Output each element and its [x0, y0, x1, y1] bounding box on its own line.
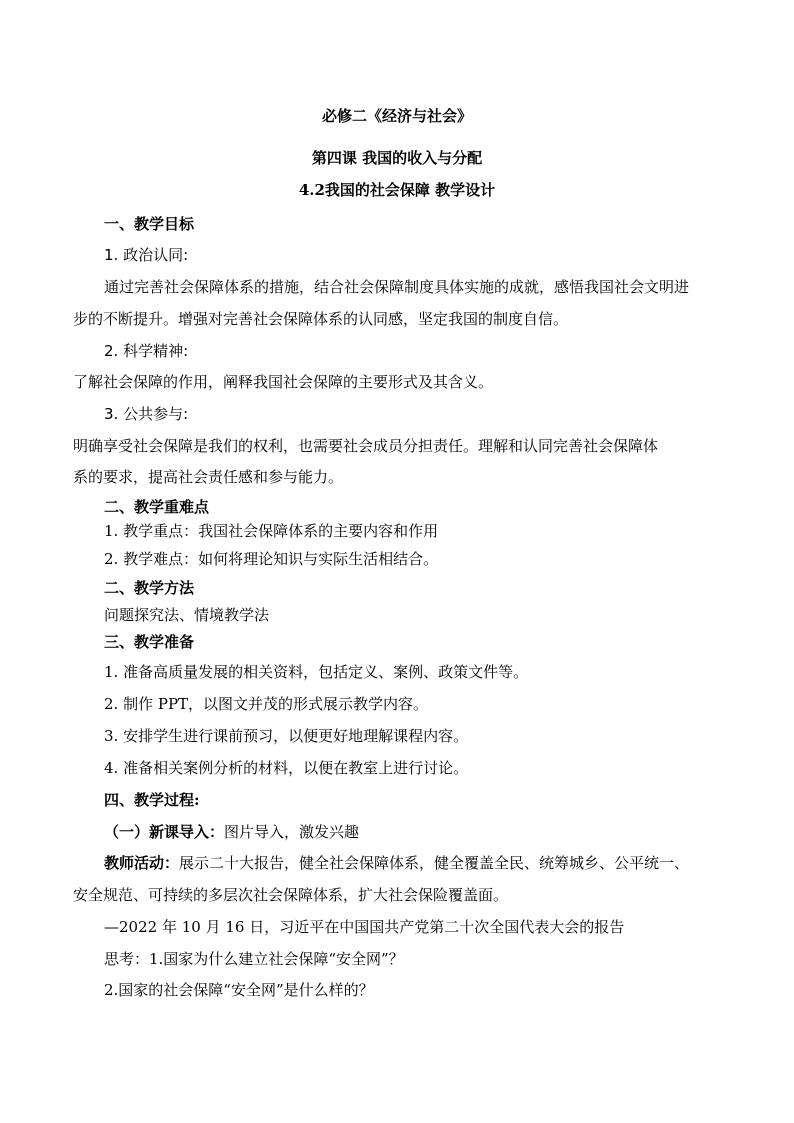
objective-3-text-line2: 系的要求，提高社会责任感和参与能力。 — [73, 468, 344, 486]
teacher-activity-text: 展示二十大报告，健全社会保障体系，健全覆盖全民、统筹城乡、公平统一、 — [179, 854, 690, 872]
preparation-item-3: 3. 安排学生进行课前预习，以便更好地理解课程内容。 — [104, 727, 469, 745]
think-question-2: 2.国家的社会保障“安全网”是什么样的？ — [104, 981, 374, 999]
intro-text: 图片导入，激发兴趣 — [224, 823, 360, 841]
section-heading-preparation: 三、教学准备 — [104, 633, 195, 651]
objective-2-text: 了解社会保障的作用，阐释我国社会保障的主要形式及其含义。 — [73, 373, 494, 391]
methods-text: 问题探究法、情境教学法 — [104, 606, 270, 624]
key-point-2: 2. 教学难点：如何将理论知识与实际生活相结合。 — [104, 550, 439, 568]
section-heading-process: 四、教学过程: — [104, 791, 200, 809]
key-point-1: 1. 教学重点：我国社会保障体系的主要内容和作用 — [104, 522, 439, 540]
objective-1-text-line1: 通过完善社会保障体系的措施，结合社会保障制度具体实施的成就，感悟我国社会文明进 — [104, 278, 690, 296]
objective-1-text-line2: 步的不断提升。增强对完善社会保障体系的认同感，坚定我国的制度自信。 — [73, 310, 569, 328]
objective-2-label: 2. 科学精神: — [104, 342, 189, 360]
objective-3-label: 3. 公共参与: — [104, 405, 189, 423]
preparation-item-1: 1. 准备高质量发展的相关资料，包括定义、案例、政策文件等。 — [104, 663, 529, 681]
objective-3-text-line1: 明确享受社会保障是我们的权利，也需要社会成员分担责任。理解和认同完善社会保障体 — [73, 437, 659, 455]
intro-label: （一）新课导入： — [104, 823, 225, 841]
think-question-1: 思考：1.国家为什么建立社会保障“安全网”？ — [104, 950, 404, 968]
teacher-activity-line2: 安全规范、可持续的多层次社会保障体系，扩大社会保险覆盖面。 — [73, 886, 509, 904]
report-citation: —2022 年 10 月 16 日，习近平在中国国共产党第二十次全国代表大会的报告 — [104, 918, 625, 936]
teacher-activity-label: 教师活动： — [104, 854, 180, 872]
section-heading-objectives: 一、教学目标 — [104, 215, 195, 233]
teacher-activity-line1 — [104, 853, 689, 873]
section-heading-key-points: 二、教学重难点 — [104, 498, 210, 516]
lesson-title: 第四课 我国的收入与分配 — [311, 149, 483, 167]
book-title: 必修二《经济与社会》 — [321, 107, 472, 125]
section-heading-methods: 二、教学方法 — [104, 579, 195, 597]
objective-1-label: 1. 政治认同: — [104, 246, 189, 264]
intro-line — [104, 822, 359, 842]
preparation-item-4: 4. 准备相关案例分析的材料，以便在教室上进行讨论。 — [104, 759, 469, 777]
document-subtitle: 4.2我国的社会保障 教学设计 — [298, 181, 496, 199]
preparation-item-2: 2. 制作 PPT，以图文并茂的形式展示教学内容。 — [104, 695, 429, 713]
